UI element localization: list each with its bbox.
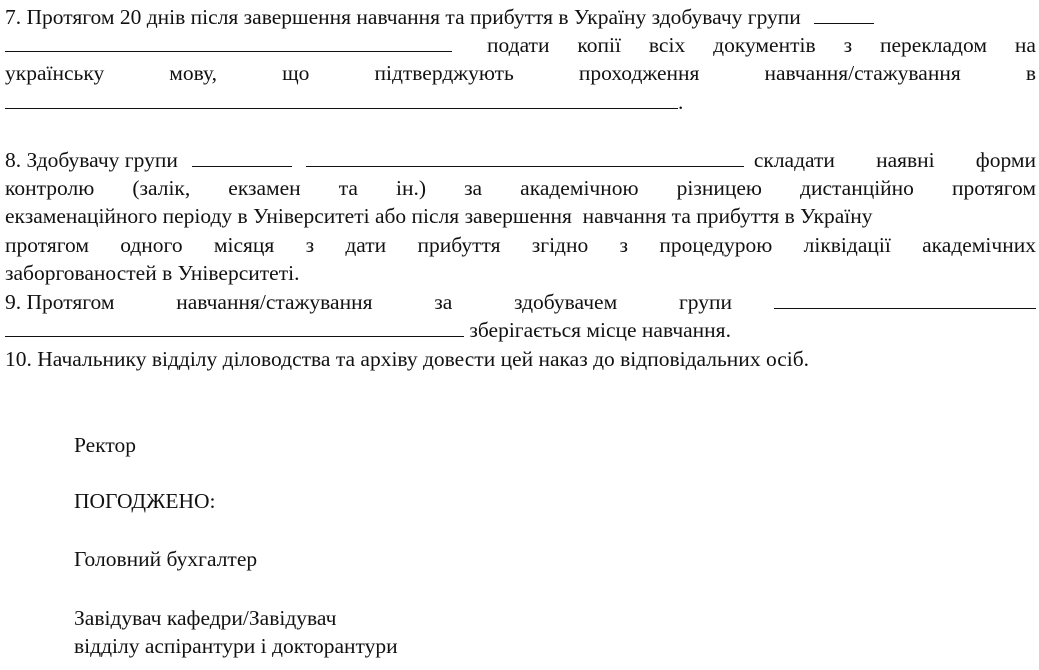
word: наявні	[876, 148, 935, 172]
chief-accountant-label: Головний бухгалтер	[74, 547, 258, 571]
word: документів	[713, 33, 816, 57]
paragraph-8-line-5: заборгованостей в Університеті.	[5, 261, 300, 285]
word: подати	[487, 33, 550, 57]
department-head-label-line-2: відділу аспірантури і докторантури	[74, 634, 398, 658]
group-blank-field[interactable]	[814, 4, 874, 24]
department-head-label-line-1: Завідувач кафедри/Завідувач	[74, 606, 337, 630]
word: групи	[678, 290, 732, 314]
word: академічною	[520, 176, 639, 200]
student-name-blank-field[interactable]	[5, 317, 464, 337]
paragraph-7-line-1	[5, 3, 1036, 31]
word: 9. Протягом	[5, 290, 115, 314]
student-name-blank-field[interactable]	[306, 147, 744, 167]
group-name-blank-field[interactable]	[5, 32, 452, 52]
paragraph-7-line-3	[5, 59, 1036, 87]
word: форми	[975, 148, 1036, 172]
word: академічних	[922, 233, 1036, 257]
rector-label: Ректор	[74, 433, 136, 457]
word: складати	[753, 148, 835, 172]
paragraph-8-line-1	[5, 146, 1036, 174]
country-blank-field[interactable]	[5, 89, 678, 109]
word: різницею	[676, 176, 762, 200]
word: з	[305, 233, 315, 257]
paragraph-9-tail: зберігається місце навчання.	[469, 318, 731, 342]
word: та	[338, 176, 358, 200]
word: копії	[577, 33, 621, 57]
word: в	[1025, 61, 1036, 85]
word: дати	[345, 233, 387, 257]
paragraph-7-end: .	[678, 90, 684, 114]
paragraph-9-line-2	[5, 316, 1036, 344]
paragraph-8-line-2	[5, 174, 1036, 202]
word: ліквідації	[803, 233, 891, 257]
word: на	[1014, 33, 1036, 57]
word: що	[282, 61, 310, 85]
word: підтверджують	[374, 61, 514, 85]
word: навчання/стажування	[176, 290, 373, 314]
group-blank-field[interactable]	[774, 289, 1036, 309]
paragraph-8-line-1-tail	[754, 146, 1036, 174]
group-blank-field[interactable]	[192, 147, 292, 167]
word: процедурою	[659, 233, 773, 257]
paragraph-7-line-2	[5, 31, 1036, 59]
word: (залік,	[132, 176, 191, 200]
paragraph-9-words	[5, 288, 732, 316]
paragraph-10: 10. Начальнику відділу діловодства та архіву довести цей наказ до відповідальних осіб.	[5, 347, 810, 371]
word: екзамен	[228, 176, 301, 200]
word: перекладом	[880, 33, 987, 57]
word: за	[434, 290, 453, 314]
word: навчання/стажування	[764, 61, 961, 85]
word: місяця	[213, 233, 275, 257]
word: за	[464, 176, 483, 200]
word: всіх	[648, 33, 686, 57]
paragraph-8-line-3: екзаменаційного періоду в Університеті або після завершення навчання та прибуття в Україну	[5, 204, 873, 228]
word: з	[843, 33, 853, 57]
word: з	[619, 233, 629, 257]
word: прибуття	[417, 233, 501, 257]
paragraph-7-line-4	[5, 88, 1036, 116]
paragraph-7-verb-phrase	[487, 31, 1036, 59]
word: дистанційно	[800, 176, 914, 200]
paragraph-8-line-4	[5, 231, 1036, 259]
agreed-label: ПОГОДЖЕНО:	[74, 489, 216, 513]
word: одного	[120, 233, 183, 257]
word: згідно	[531, 233, 589, 257]
word: здобувачем	[514, 290, 618, 314]
word: протягом	[951, 176, 1036, 200]
paragraph-7-intro: 7. Протягом 20 днів після завершення навчання та прибуття в Україну здобувачу групи	[5, 5, 801, 29]
word: мову,	[169, 61, 218, 85]
word: контролю	[5, 176, 95, 200]
word: ін.)	[396, 176, 427, 200]
word: протягом	[5, 233, 89, 257]
paragraph-8-intro: 8. Здобувачу групи	[5, 148, 178, 172]
word: українську	[5, 61, 105, 85]
word: проходження	[578, 61, 700, 85]
paragraph-9-line-1	[5, 288, 1036, 316]
